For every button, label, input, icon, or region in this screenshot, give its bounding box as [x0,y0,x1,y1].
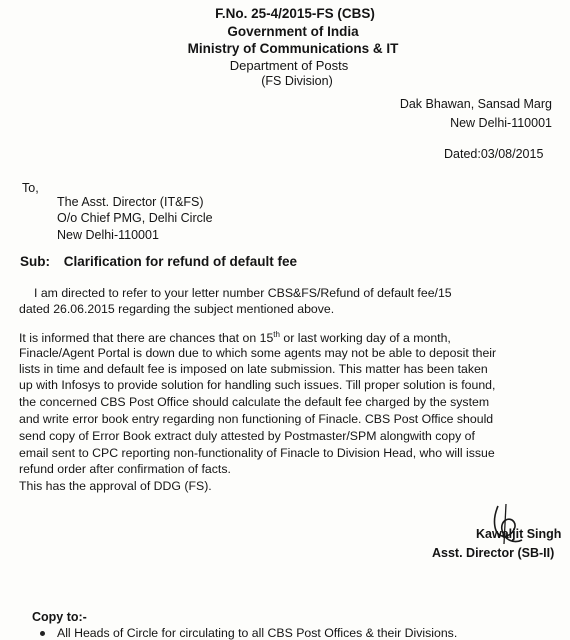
copy-to-label: Copy to:- [32,610,87,624]
para2-line6: and write error book entry regarding non functioning of Finacle. CBS Post Office should [19,412,494,426]
para1-line2: dated 26.06.2015 regarding the subject mentioned above. [19,302,335,316]
subject-text: Clarification for refund of default fee [63,254,298,269]
ministry-line: Ministry of Communications & IT [187,41,399,56]
division-line: (FS Division) [261,74,333,88]
para2-line4: up with Infosys to provide solution for handling such issues. Till proper solution is found, [19,378,496,392]
para2-line2: Finacle/Agent Portal is down due to which some agents may not be able to deposit their [19,346,497,360]
para2-line10: This has the approval of DDG (FS). [19,479,212,493]
to-label: To, [22,181,39,195]
signatory-designation: Asst. Director (SB-II) [432,546,555,560]
sender-address-line2: New Delhi-110001 [450,116,552,130]
para2-line3: lists in time and default fee is imposed on late submission. This matter has been taken [19,362,488,376]
para2-line5: the concerned CBS Post Office should calculate the default fee charged by the system [19,395,490,409]
subject-label: Sub: [20,254,50,269]
letter-date: Dated:03/08/2015 [444,147,544,161]
para2-line1: It is informed that there are chances that on 15th or last working day of a month, [19,330,451,346]
sender-address-line1: Dak Bhawan, Sansad Marg [399,97,552,111]
subject [20,254,297,269]
government-line: Government of India [227,24,359,39]
para2-line7: send copy of Error Book extract duly attested by Postmaster/SPM alongwith copy of [19,429,475,443]
file-number: F.No. 25-4/2015-FS (CBS) [215,6,375,21]
recipient-line1: The Asst. Director (IT&FS) [57,195,204,209]
bullet-icon [40,631,45,636]
signatory-name: Kawaljit Singh [476,527,562,541]
copy-to-item: All Heads of Circle for circulating to all CBS Post Offices & their Divisions. [40,626,457,640]
para1-line1: I am directed to refer to your letter number CBS&FS/Refund of default fee/15 [34,286,452,300]
para2-line9: refund order after confirmation of facts. [19,462,231,476]
recipient-line3: New Delhi-110001 [57,228,159,242]
department-line: Department of Posts [229,58,349,73]
para2-line8: email sent to CPC reporting non-functionality of Finacle to Division Head, who will issue [19,446,495,460]
recipient-line2: O/o Chief PMG, Delhi Circle [57,211,213,225]
